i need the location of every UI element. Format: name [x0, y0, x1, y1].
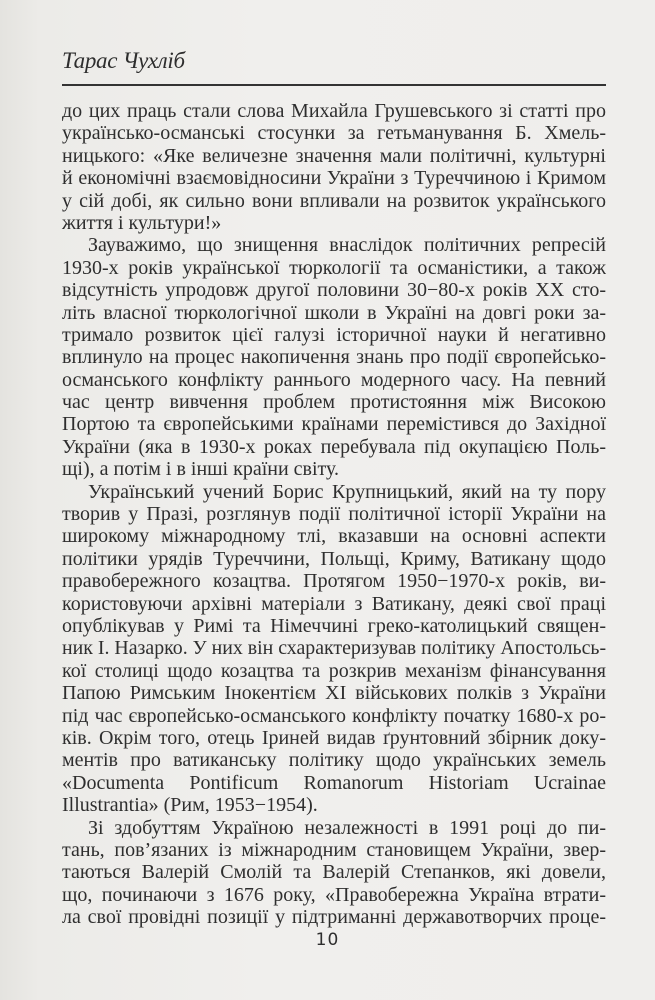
text-line: опублікував у Римі та Німеччині греко-католицький священ- [62, 614, 606, 637]
text-line: українсько-османські стосунки за гетьманування Б. Хмель- [62, 122, 606, 145]
text-line: ла свої провідні позиції у підтриманні державотворчих проце- [62, 906, 606, 929]
paragraph [62, 100, 606, 234]
text-line: тримало розвиток цієї галузі історичної науки й негативно [62, 323, 606, 346]
text-line: широкому міжнародному тлі, вказавши на основні аспекти [62, 525, 606, 548]
text-line: османського конфлікту раннього модерного часу. На певний [62, 368, 606, 391]
page-number: 10 [315, 930, 340, 950]
text-line: таються Валерій Смолій та Валерій Степанков, які довели, [62, 861, 606, 884]
text-line: до цих праць стали слова Михайла Грушевського зі статті про [62, 100, 606, 122]
text-line: Зі здобуттям Україною незалежності в 1991 році до пи- [88, 816, 606, 839]
body-text [62, 100, 606, 928]
text-line: час центр вивчення проблем протистояння між Високою [62, 391, 606, 414]
text-line: кої столиці щодо козацтва та розкрив механізм фінансування [62, 659, 606, 682]
text-line: Український учений Борис Крупницький, який на ту пору [88, 480, 606, 503]
text-line: тань, пов’язаних із міжнародним становищем України, звер- [62, 838, 606, 861]
text-line: що, починаючи з 1676 року, «Правобережна Україна втрати- [62, 883, 606, 906]
text-line: Папою Римським Інокентієм XI військових полків з України [62, 682, 606, 705]
paragraph [62, 234, 606, 480]
text-line: користовуючи архівні матеріали з Ватикану, деякі свої праці [62, 592, 606, 615]
text-line: у сій добі, як сильно вони впливали на розвиток українського [62, 189, 606, 212]
text-line: відсутність упродовж другої половини 30−80-х років XX сто- [62, 279, 606, 302]
text-line: вплинуло на процес накопичення знань про події європейсько- [62, 346, 606, 369]
header-rule [62, 84, 606, 86]
text-line: ментів про ватиканську політику щодо українських земель [62, 749, 606, 772]
text-line: Illustrantia» (Рим, 1953−1954). [62, 794, 318, 817]
text-line: під час європейсько-османського конфлікту початку 1680-х ро- [62, 704, 606, 727]
text-line: літь власної тюркологічної школи в Україні на довгі роки за- [62, 301, 606, 324]
text-line: творив у Празі, розглянув події політичної історії України на [62, 503, 606, 526]
text-line: життя і культури!» [62, 211, 222, 234]
running-header-author: Тарас Чухліб [62, 48, 185, 73]
paragraph [62, 481, 606, 817]
text-line: щі), а потім і в інші країни світу. [62, 458, 340, 481]
text-line: й економічні взаємовідносини України з Туреччиною і Кримом [62, 167, 606, 190]
text-line: ник І. Назарко. У них він схарактеризував політику Апостольсь- [62, 637, 607, 660]
text-line: Портою та європейськими країнами перемістився до Західної [62, 413, 606, 436]
text-line: Зауважимо, що знищення внаслідок політичних репресій [88, 234, 606, 257]
paragraph [62, 817, 606, 929]
text-line: ницького: «Яке величезне значення мали політичні, культурні [62, 144, 606, 167]
text-line: правобережного козацтва. Протягом 1950−1970-х років, ви- [62, 570, 606, 593]
text-line: ків. Окрім того, отець Іриней видав ґрунтовний збірник доку- [62, 726, 606, 749]
text-line: України (яка в 1930-х роках перебувала під окупацією Поль- [62, 435, 606, 458]
text-line: 1930-х років української тюркології та османістики, а також [62, 256, 606, 279]
text-line: політики урядів Туреччини, Польщі, Криму, Ватикану щодо [62, 547, 606, 570]
text-line: «Documenta Pontificum Romanorum Historiam Ucrainae [62, 771, 606, 794]
